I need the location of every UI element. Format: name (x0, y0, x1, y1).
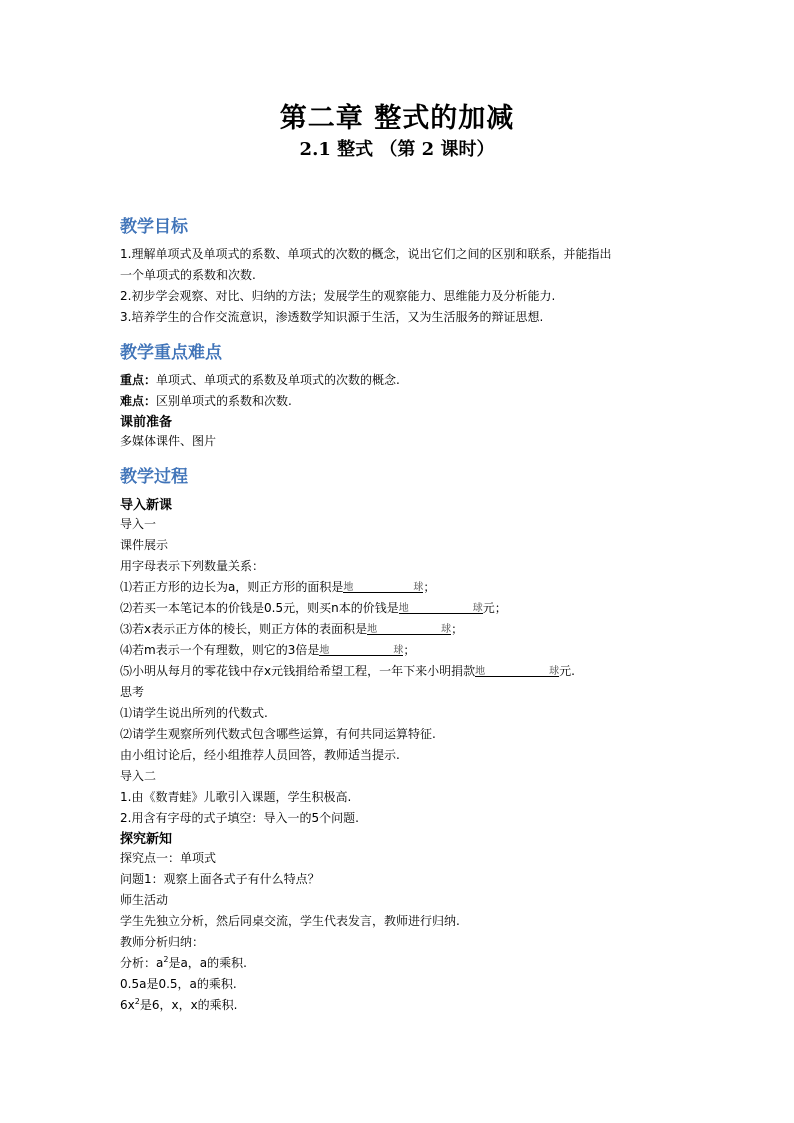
question-3-end: ； (451, 622, 464, 636)
intro-two: 导入二 (120, 769, 157, 783)
blank-5-right: 球 (549, 666, 560, 677)
question-5-end: 元. (559, 664, 575, 678)
difficulty-text: 区别单项式的系数和次数. (156, 394, 292, 408)
question-2-end: 元； (482, 601, 507, 615)
question-1 (120, 578, 435, 597)
question-4-text: ⑷若m表示一个有理数，则它的3倍是 (120, 643, 320, 657)
analysis-1 (120, 954, 247, 973)
question-1-end: ； (423, 580, 436, 594)
activity-label: 师生活动 (120, 893, 169, 907)
explore-point-1: 探究点一：单项式 (120, 851, 217, 865)
analysis-3-base: 6x (120, 998, 135, 1012)
question-4-end: ； (403, 643, 416, 657)
question-1-text: ⑴若正方形的边长为a，则正方形的面积是 (120, 580, 344, 594)
analysis-3-rest: 是6，x，x的乘积. (139, 998, 238, 1012)
blank-4-left: 地 (319, 645, 330, 656)
question-2 (120, 599, 507, 618)
difficulty-point (120, 392, 292, 411)
explore-heading: 探究新知 (120, 832, 173, 847)
analysis-3 (120, 996, 238, 1015)
answer-blank-5 (475, 662, 559, 677)
blank-3-left: 地 (367, 624, 378, 635)
answer-blank-2 (399, 599, 483, 614)
lesson-subtitle: 2.1 整式 （第 2 课时） (299, 139, 495, 160)
question-2-text: ⑵若买一本笔记本的价钱是0.5元，则买n本的价钱是 (120, 601, 399, 615)
analysis-2: 0.5a是0.5，a的乘积. (120, 977, 237, 991)
key-text: 单项式、单项式的系数及单项式的次数的概念. (156, 373, 400, 387)
instruction-text: 用字母表示下列数量关系： (120, 559, 265, 573)
activity-text: 学生先独立分析，然后同桌交流，学生代表发言，教师进行归纳. (120, 914, 460, 928)
courseware-display: 课件展示 (120, 538, 169, 552)
analysis-1-exponent: 2 (163, 955, 169, 964)
difficulty-label: 难点： (120, 394, 157, 408)
analysis-1-rest: 是a，a的乘积. (168, 956, 247, 970)
process-heading: 教学过程 (120, 467, 188, 487)
chapter-title: 第二章 整式的加减 (279, 103, 515, 134)
think-1: ⑴请学生说出所列的代数式. (120, 706, 268, 720)
think-label: 思考 (120, 685, 145, 699)
intro-one: 导入一 (120, 517, 157, 531)
blank-2-right: 球 (472, 603, 483, 614)
blank-5-left: 地 (475, 666, 486, 677)
question-5-text: ⑸小明从每月的零花钱中存x元钱捐给希望工程，一年下来小明捐款 (120, 664, 476, 678)
answer-blank-4 (319, 641, 403, 656)
key-point (120, 371, 400, 390)
objective-1-line1: 1.理解单项式及单项式的系数、单项式的次数的概念，说出它们之间的区别和联系，并能指出 (120, 247, 612, 261)
prep-heading: 课前准备 (120, 415, 173, 430)
blank-3-right: 球 (441, 624, 452, 635)
question-prompt-1: 问题1：观察上面各式子有什么特点？ (120, 872, 320, 886)
objectives-heading: 教学目标 (120, 217, 188, 237)
question-3 (120, 620, 463, 639)
analysis-3-exponent: 2 (134, 997, 140, 1006)
think-2: ⑵请学生观察所列代数式包含哪些运算，有何共同运算特征. (120, 727, 436, 741)
blank-4-right: 球 (393, 645, 404, 656)
question-5 (120, 662, 575, 681)
objective-1-line2: 一个单项式的系数和次数. (120, 268, 256, 282)
blank-1-left: 地 (343, 582, 354, 593)
key-label: 重点： (120, 373, 157, 387)
objective-3: 3.培养学生的合作交流意识，渗透数学知识源于生活，又为生活服务的辩证思想. (120, 310, 544, 324)
objective-2: 2.初步学会观察、对比、归纳的方法；发展学生的观察能力、思维能力及分析能力. (120, 289, 556, 303)
intro-two-1: 1.由《数青蛙》儿歌引入课题，学生积极高. (120, 790, 352, 804)
blank-2-left: 地 (398, 603, 409, 614)
blank-1-right: 球 (413, 582, 424, 593)
answer-blank-1 (343, 578, 423, 593)
question-3-text: ⑶若x表示正方体的棱长，则正方体的表面积是 (120, 622, 368, 636)
teacher-summary: 教师分析归纳： (120, 935, 205, 949)
analysis-1-base: 分析：a (120, 956, 164, 970)
key-points-heading: 教学重点难点 (120, 343, 222, 363)
question-4 (120, 641, 415, 660)
answer-blank-3 (367, 620, 451, 635)
prep-text: 多媒体课件、图片 (120, 434, 217, 448)
intro-heading: 导入新课 (120, 498, 173, 513)
intro-two-2: 2.用含有字母的式子填空：导入一的5个问题. (120, 811, 359, 825)
think-3: 由小组讨论后，经小组推荐人员回答，教师适当提示. (120, 748, 400, 762)
